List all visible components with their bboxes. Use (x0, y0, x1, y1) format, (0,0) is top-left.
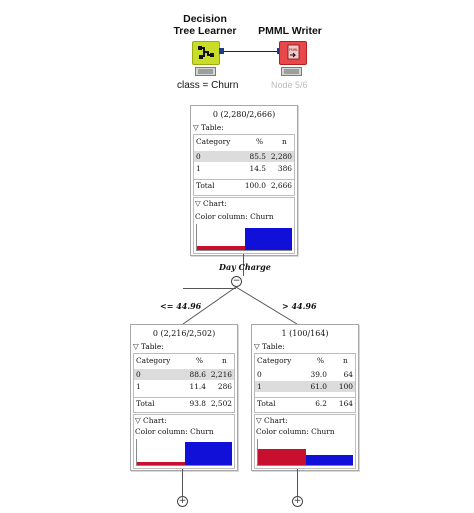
node-header: 0 (2,216/2,502) (152, 329, 216, 338)
table-total-row: Total 6.2 164 (257, 399, 353, 408)
chart-section-toggle[interactable] (256, 416, 288, 425)
collapse-triangle-icon: ▽ (254, 342, 260, 351)
table-row: 0 85.5 2,280 (196, 152, 292, 161)
chart-box (254, 414, 356, 469)
table-row: 0 39.0 64 (257, 370, 353, 379)
node-header: 1 (100/164) (281, 329, 329, 338)
writer-node-label[interactable]: Node 5/6 (271, 80, 308, 90)
learner-title-line2: Tree Learner (173, 25, 237, 37)
bar-class-1 (137, 462, 185, 465)
chart-box (133, 414, 235, 469)
pmml-icon-text: PMML (288, 48, 299, 52)
table-total-row: Total 100.0 2,666 (196, 181, 292, 190)
col-category: Category (136, 356, 171, 365)
node-header: 0 (2,280/2,666) (212, 110, 276, 119)
col-category: Category (196, 137, 231, 146)
edge-left-down (182, 469, 183, 496)
color-column-label: Color column: Churn (195, 212, 274, 221)
bar-class-0 (185, 442, 233, 465)
chart-section-label: Chart: (143, 416, 167, 425)
color-column-label: Color column: Churn (135, 427, 214, 436)
writer-node-title: PMML Writer (258, 25, 322, 37)
table-section-toggle[interactable] (133, 342, 164, 351)
statistics-table (254, 353, 356, 413)
table-row: 1 61.0 100 (257, 382, 353, 391)
distribution-chart (257, 439, 353, 466)
collapse-minus-icon[interactable]: − (232, 276, 241, 286)
col-pct: % (256, 137, 264, 146)
expand-plus-icon[interactable]: + (293, 496, 302, 506)
learner-title-line1: Decision (183, 13, 227, 25)
collapse-triangle-icon: ▽ (256, 416, 262, 425)
collapse-triangle-icon: ▽ (195, 199, 201, 208)
bar-class-1 (258, 449, 306, 465)
table-row: 1 11.4 286 (136, 382, 232, 391)
statistics-table (133, 353, 235, 413)
table-section-label: Table: (262, 342, 285, 351)
col-n: n (343, 356, 348, 365)
col-n: n (222, 356, 227, 365)
tree-node-left[interactable] (130, 324, 238, 471)
chart-section-toggle[interactable] (135, 416, 167, 425)
expand-plus-icon[interactable]: + (178, 496, 187, 506)
collapse-triangle-icon: ▽ (133, 342, 139, 351)
edge-right-down (297, 469, 298, 496)
table-row: 0 88.6 2,216 (136, 370, 232, 379)
collapse-triangle-icon: ▽ (135, 416, 141, 425)
col-n: n (282, 137, 287, 146)
collapse-triangle-icon: ▽ (193, 123, 199, 132)
chart-section-label: Chart: (264, 416, 288, 425)
learner-node-label[interactable]: class = Churn (177, 80, 239, 91)
chart-section-label: Chart: (203, 199, 227, 208)
bar-class-0 (306, 455, 354, 465)
col-pct: % (317, 356, 325, 365)
table-section-toggle[interactable] (254, 342, 285, 351)
right-branch-condition: > 44.96 (282, 301, 317, 311)
table-row: 1 14.5 386 (196, 164, 292, 173)
left-branch-condition: <= 44.96 (160, 301, 202, 311)
tree-node-right[interactable] (251, 324, 359, 471)
table-section-label: Table: (141, 342, 164, 351)
split-attribute-label: Day Charge (219, 262, 271, 272)
color-column-label: Color column: Churn (256, 427, 335, 436)
col-pct: % (196, 356, 204, 365)
table-section-label: Table: (201, 123, 224, 132)
table-total-row: Total 93.8 2,502 (136, 399, 232, 408)
distribution-chart (136, 439, 232, 466)
col-category: Category (257, 356, 292, 365)
